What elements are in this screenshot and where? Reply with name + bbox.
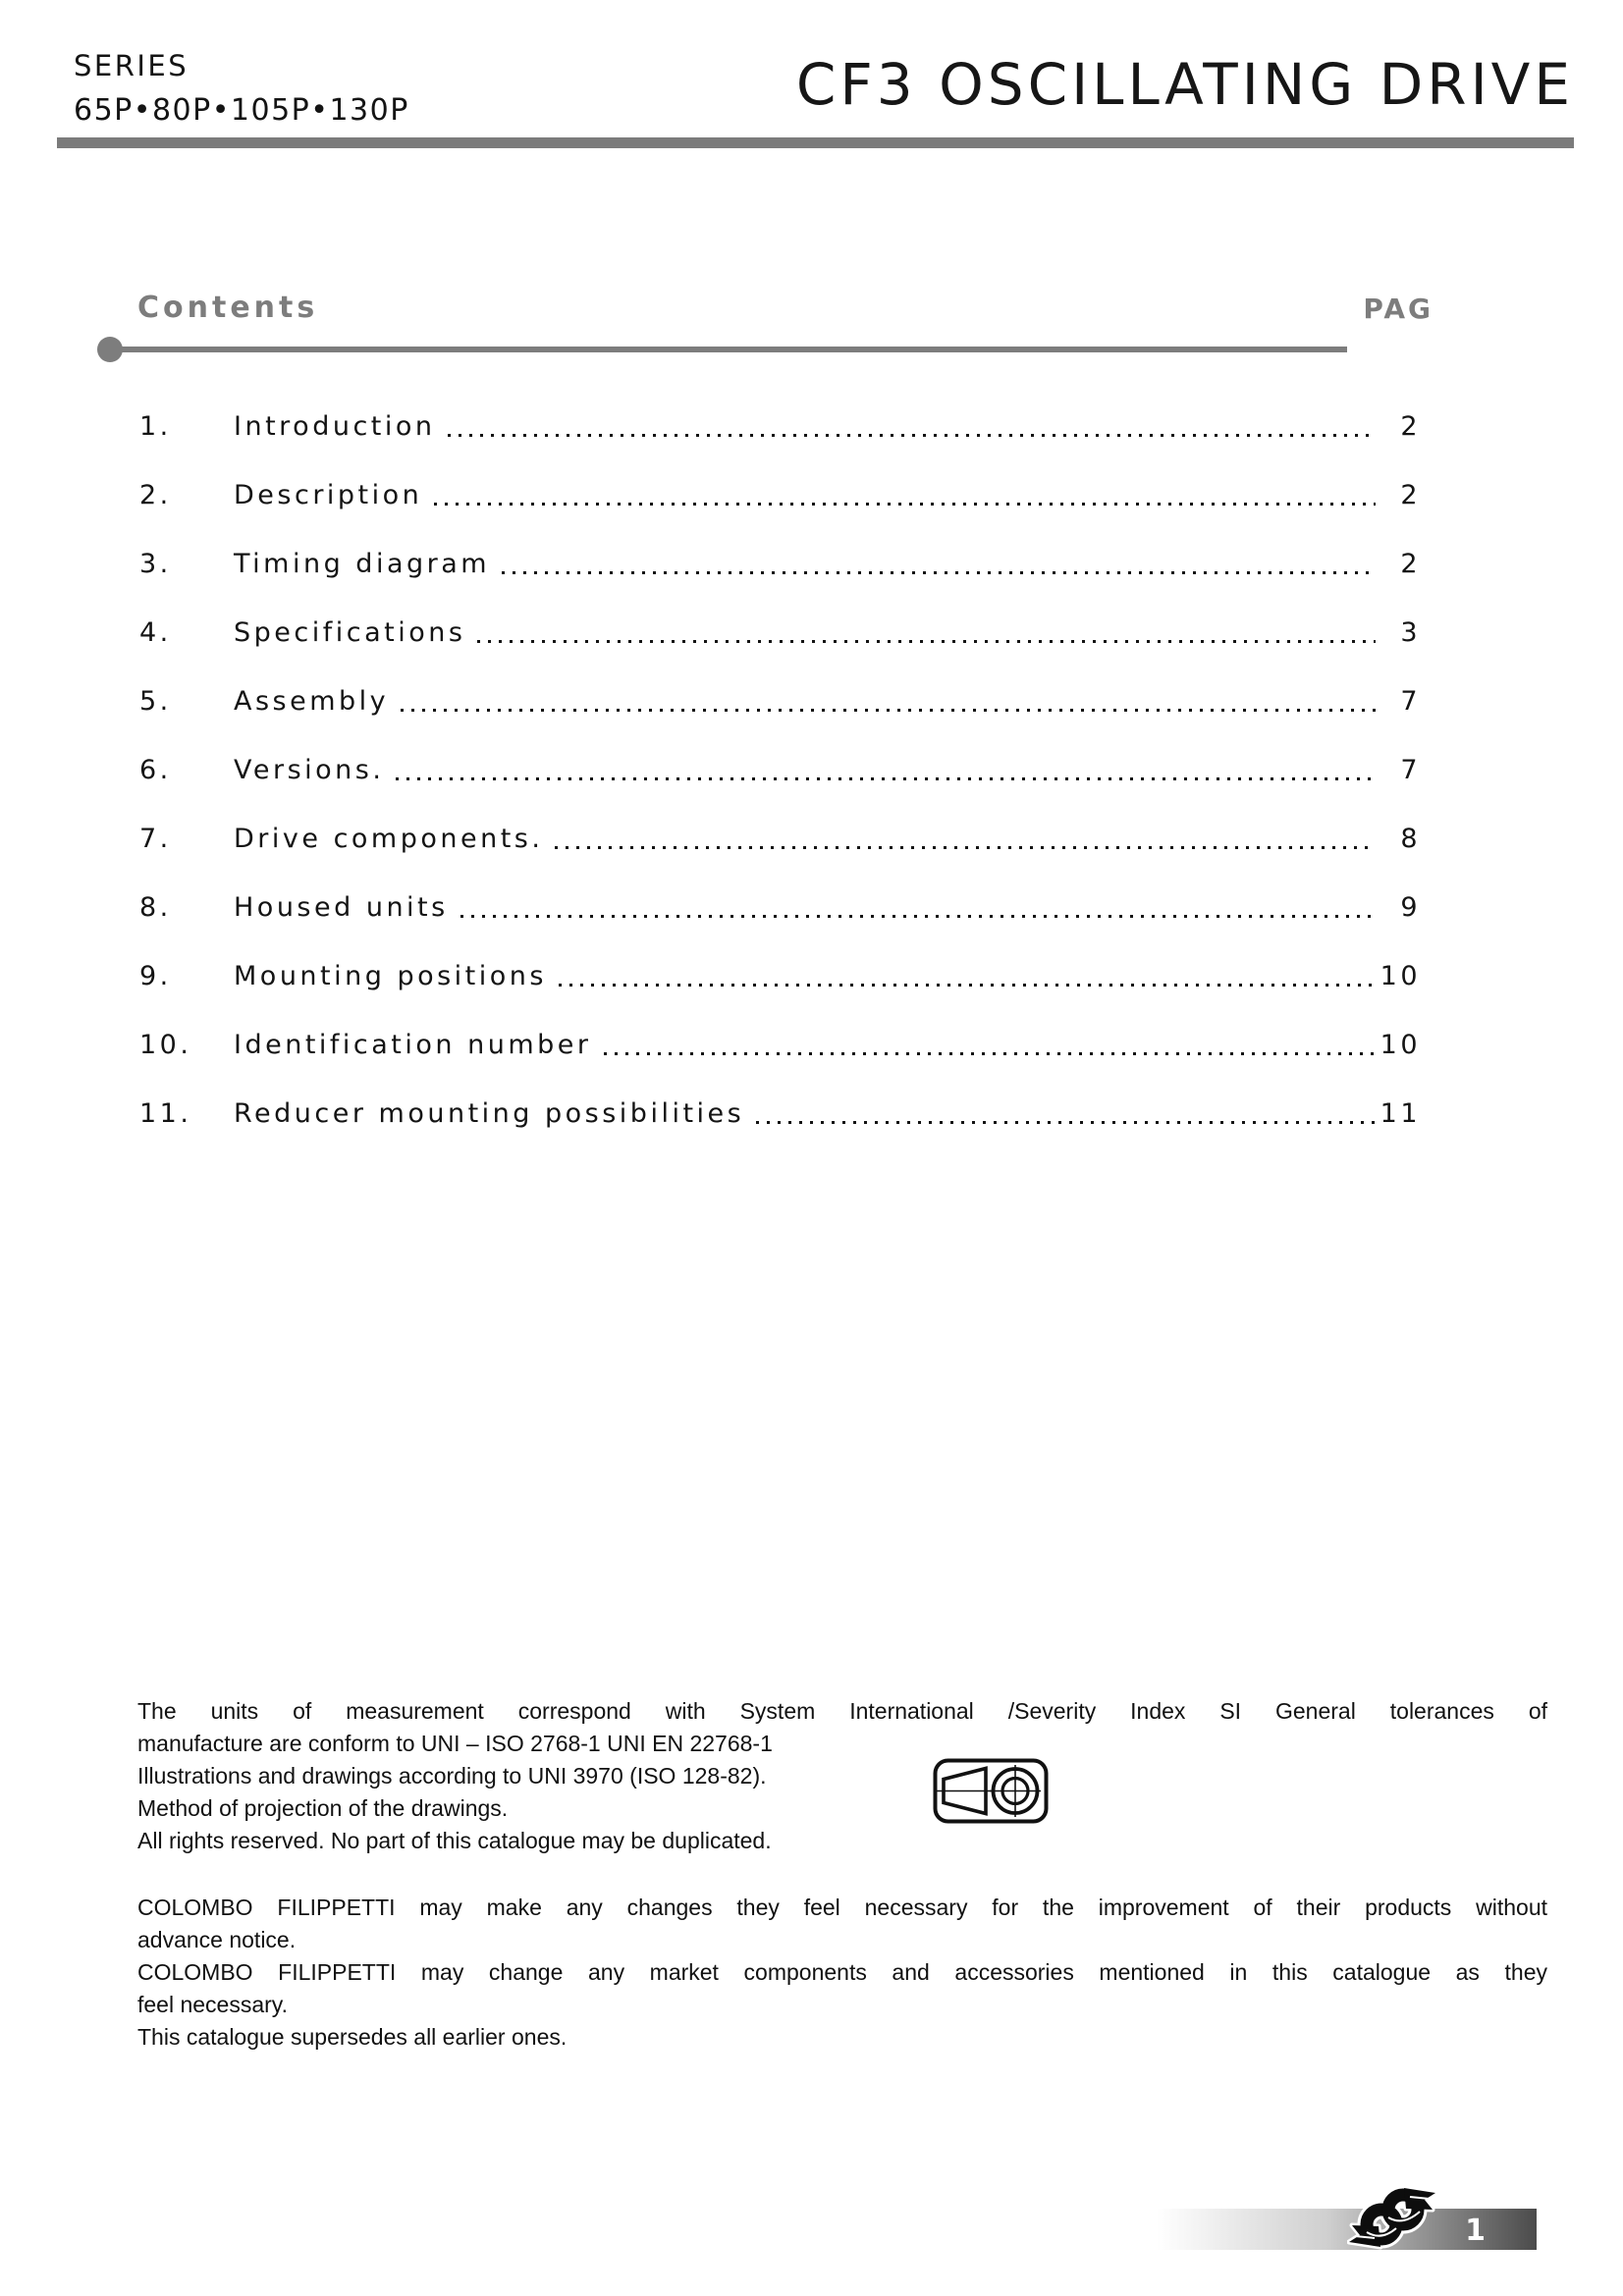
- toc-entry-page: 7: [1400, 755, 1421, 785]
- toc-entry-title: Specifications: [234, 617, 466, 648]
- page-title: CF3 OSCILLATING DRIVE: [795, 51, 1574, 118]
- leader-dots: [460, 915, 1376, 918]
- toc-entry-page: 10: [1380, 1030, 1421, 1060]
- toc-entry-page: 11: [1380, 1098, 1421, 1129]
- toc-entry[interactable]: [139, 1029, 1421, 1062]
- toc-entry[interactable]: [139, 548, 1421, 581]
- leader-dots: [401, 709, 1376, 712]
- toc-entry-title: Introduction: [234, 411, 436, 442]
- table-of-contents: [139, 410, 1421, 1166]
- leader-dots: [555, 846, 1376, 849]
- contents-bullet-icon: [97, 337, 123, 362]
- toc-entry-page: 2: [1400, 411, 1421, 442]
- toc-entry-title: Description: [234, 480, 423, 510]
- toc-entry[interactable]: [139, 479, 1421, 512]
- toc-entry-title: Drive components.: [234, 824, 544, 854]
- note-line: advance notice.: [137, 1927, 297, 1952]
- page-column-label: PAG: [1363, 293, 1434, 325]
- leader-dots: [434, 503, 1376, 506]
- note-line: Method of projection of the drawings.: [137, 1795, 509, 1821]
- leader-dots: [502, 571, 1376, 574]
- toc-entry-number: 5.: [139, 686, 172, 717]
- brand-knot-logo-icon: [1347, 2185, 1437, 2250]
- note-line: feel necessary.: [137, 1992, 288, 2017]
- toc-entry[interactable]: [139, 960, 1421, 993]
- toc-entry-number: 7.: [139, 824, 172, 854]
- contents-divider: [108, 347, 1347, 352]
- series-models: 65P•80P•105P•130P: [74, 93, 409, 128]
- toc-entry[interactable]: [139, 823, 1421, 856]
- toc-entry-page: 10: [1380, 961, 1421, 991]
- disclaimer-note: [137, 1892, 1547, 2054]
- leader-dots: [448, 434, 1376, 437]
- toc-entry-page: 2: [1400, 480, 1421, 510]
- toc-entry-number: 2.: [139, 480, 172, 510]
- toc-entry-number: 4.: [139, 617, 172, 648]
- toc-entry[interactable]: [139, 616, 1421, 650]
- toc-entry-number: 6.: [139, 755, 172, 785]
- note-line: COLOMBO FILIPPETTI may change any market components and accessories mentioned in this catalogue as they: [137, 1959, 1547, 1985]
- toc-entry-number: 11.: [139, 1098, 192, 1129]
- header-divider: [57, 137, 1574, 148]
- first-angle-projection-icon: [933, 1758, 1049, 1824]
- leader-dots: [559, 984, 1375, 987]
- toc-entry-title: Assembly: [234, 686, 390, 717]
- toc-entry-page: 2: [1400, 549, 1421, 579]
- toc-entry[interactable]: [139, 891, 1421, 925]
- toc-entry-title: Versions.: [234, 755, 385, 785]
- toc-entry-number: 1.: [139, 411, 172, 442]
- leader-dots: [396, 777, 1376, 780]
- toc-entry[interactable]: [139, 410, 1421, 444]
- toc-entry-number: 9.: [139, 961, 172, 991]
- toc-entry[interactable]: [139, 754, 1421, 787]
- contents-heading: Contents: [137, 291, 319, 325]
- toc-entry-page: 7: [1400, 686, 1421, 717]
- toc-entry-number: 3.: [139, 549, 172, 579]
- toc-entry-page: 8: [1400, 824, 1421, 854]
- series-label: SERIES: [74, 49, 189, 82]
- leader-dots: [756, 1121, 1374, 1124]
- note-line: COLOMBO FILIPPETTI may make any changes they feel necessary for the improvement of their products without: [137, 1895, 1547, 1920]
- toc-entry-page: 3: [1400, 617, 1421, 648]
- toc-entry[interactable]: [139, 685, 1421, 719]
- leader-dots: [604, 1052, 1375, 1055]
- toc-entry-title: Housed units: [234, 892, 449, 923]
- note-line: The units of measurement correspond with System International /Severity Index SI General tolerances of: [137, 1698, 1547, 1724]
- page-number: 1: [1465, 2214, 1486, 2248]
- toc-entry-title: Reducer mounting possibilities: [234, 1098, 745, 1129]
- note-line: manufacture are conform to UNI – ISO 2768-1 UNI EN 22768-1: [137, 1731, 773, 1756]
- toc-entry-number: 10.: [139, 1030, 192, 1060]
- note-line: All rights reserved. No part of this catalogue may be duplicated.: [137, 1828, 772, 1853]
- note-line: This catalogue supersedes all earlier ones.: [137, 2024, 568, 2050]
- toc-entry-title: Mounting positions: [234, 961, 547, 991]
- leader-dots: [477, 640, 1376, 643]
- toc-entry-title: Identification number: [234, 1030, 592, 1060]
- note-line: Illustrations and drawings according to UNI 3970 (ISO 128-82).: [137, 1763, 767, 1789]
- toc-entry-number: 8.: [139, 892, 172, 923]
- toc-entry[interactable]: [139, 1097, 1421, 1131]
- standards-note: [137, 1695, 1547, 1857]
- toc-entry-title: Timing diagram: [234, 549, 491, 579]
- toc-entry-page: 9: [1400, 892, 1421, 923]
